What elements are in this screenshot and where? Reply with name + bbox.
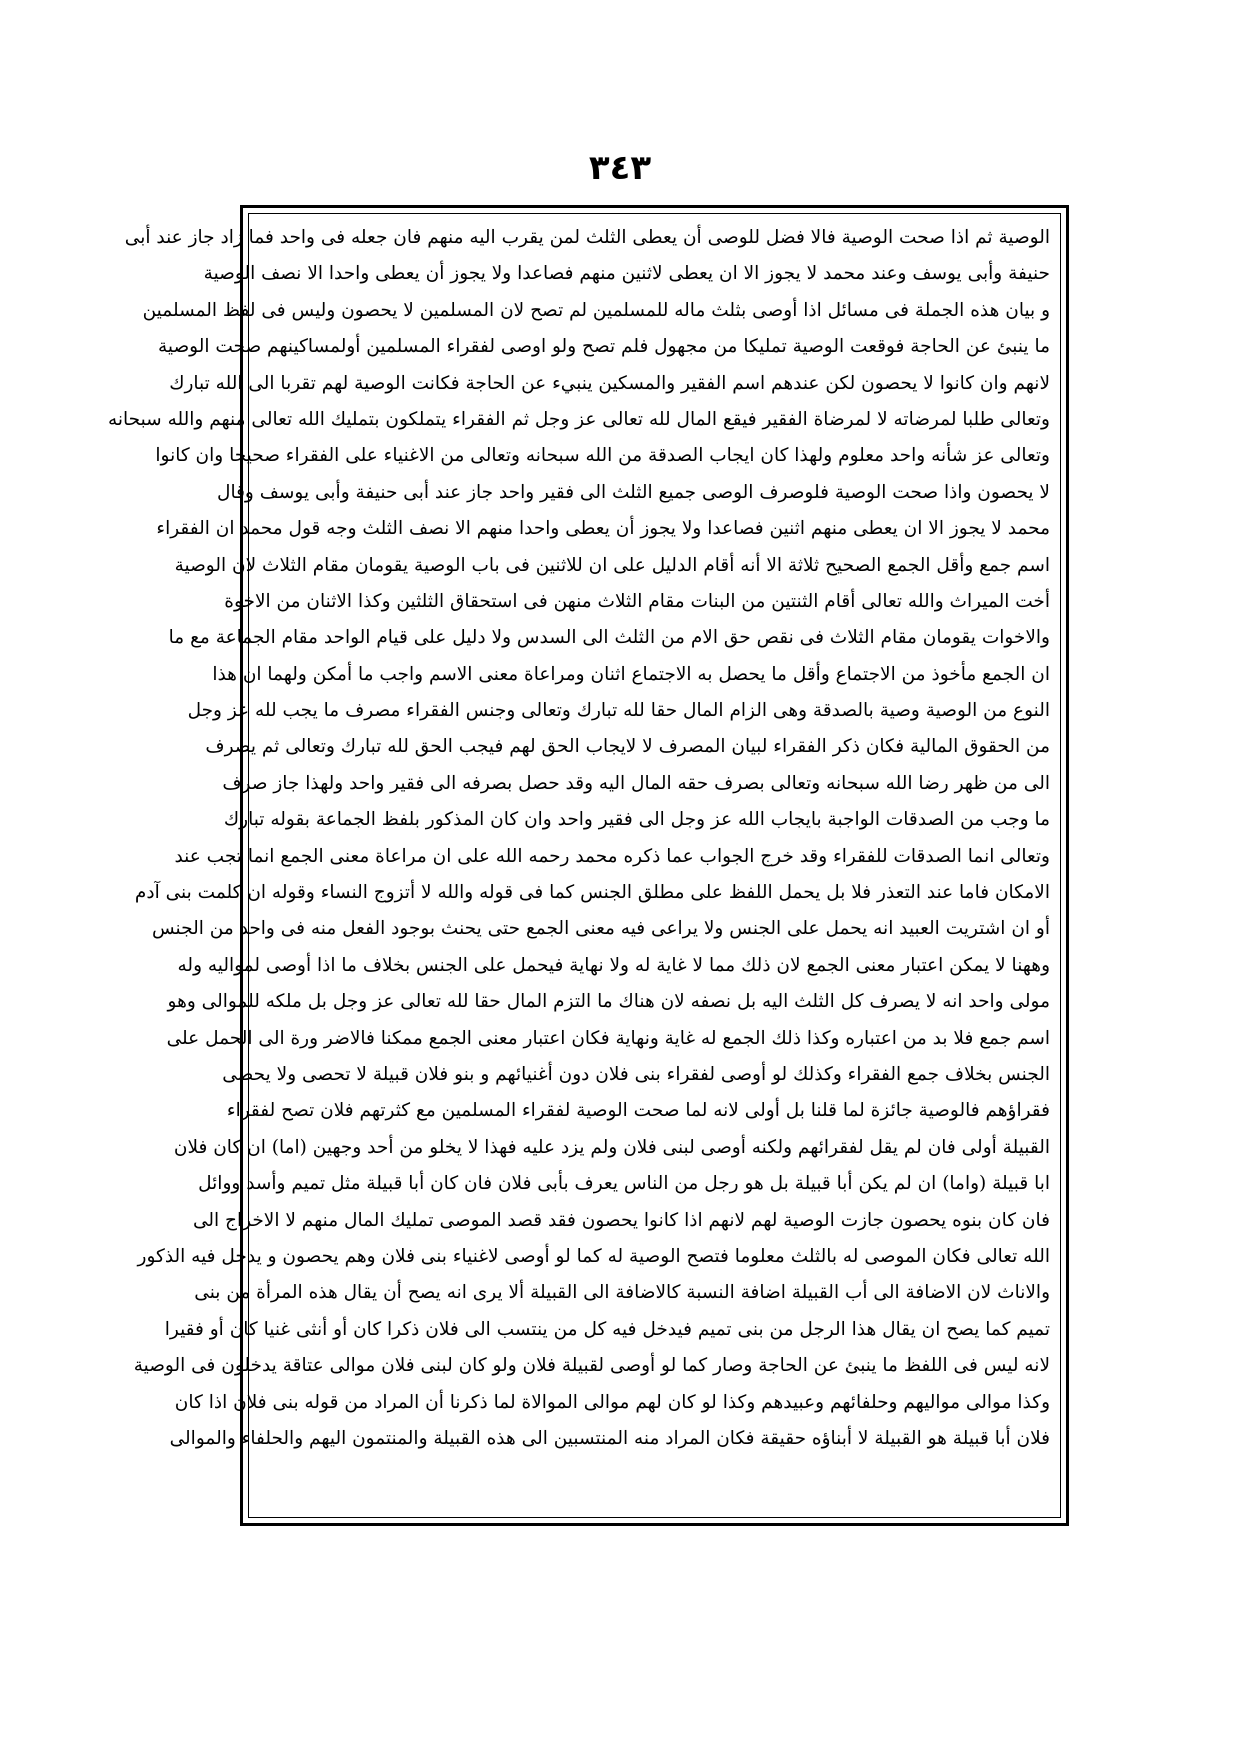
text-line: تميم كما يصح ان يقال هذا الرجل من بنى تميم فيدخل فيه كل من ينتسب الى فلان ذكرا كان أو أنثى غنيا كان أو فقيرا [164,1318,1050,1340]
text-line: و بيان هذه الجملة فى مسائل اذا أوصى بثلث ماله للمسلمين لم تصح لان المسلمين لا يحصون وليس فى لفظ المسلمين [142,299,1050,321]
text-line: والاخوات يقومان مقام الثلاث فى نقص حق الام من الثلث الى السدس ولا دليل على قيام الواحد مقام الجماعة مع ما [168,627,1050,649]
text-line: ما ينبئ عن الحاجة فوقعت الوصية تمليكا من مجهول فلم تصح ولو اوصى لفقراء المسلمين أولمساكينهم صحت الوصية [157,336,1050,358]
text-line: اسم جمع وأقل الجمع الصحيح ثلاثة الا أنه أقام الدليل على ان للاثنين فى باب الوصية يقومان مقام الثلاث لان الوصية [174,554,1050,576]
text-line: محمد لا يجوز الا ان يعطى منهم اثنين فصاعدا ولا يجوز أن يعطى واحدا منهم الا نصف الثلث وجه قول محمد ان الفقراء [156,518,1050,540]
text-line: من الحقوق المالية فكان ذكر الفقراء لبيان المصرف لا لايجاب الحق لهم فيجب الحق لله تبارك وتعالى ثم يصرف [205,736,1050,758]
text-line: الامكان فاما عند التعذر فلا بل يحمل اللفظ على مطلق الجنس كما فى قوله والله لا أتزوج النساء وقوله ان كلمت بنى آدم [134,882,1050,904]
text-line: فان كان بنوه يحصون جازت الوصية لهم لانهم اذا كانوا يحصون فقد قصد الموصى تمليك المال منهم لا الاخراج الى [192,1209,1050,1231]
text-line: حنيفة وأبى يوسف وعند محمد لا يجوز الا ان يعطى لاثنين منهم فصاعدا ولا يجوز أن يعطى واحدا الا نصف الوصية [203,263,1050,285]
text-line: وكذا موالى مواليهم وحلفائهم وعبيدهم وكذا لو كان لهم موالى الموالاة لما ذكرنا أن المراد من قوله بنى فلان اذا كان [174,1391,1050,1413]
text-line: فلان أبا قبيلة هو القبيلة لا أبناؤه حقيقة فكان المراد منه المنتسبين الى هذه القبيلة والمنتمون اليهم والحلفاء والموالى [169,1427,1050,1449]
text-line: وههنا لا يمكن اعتبار معنى الجمع لان ذلك مما لا غاية له ولا نهاية فيحمل على الجنس بخلاف ما اذا أوصى لمواليه وله [177,954,1050,976]
text-line: أخت الميراث والله تعالى أقام الثنتين من البنات مقام الثلاث منهن فى استحقاق الثلثين وكذا الاثنان من الاخوة [224,590,1050,612]
text-line: الوصية ثم اذا صحت الوصية فالا فضل للوصى أن يعطى الثلث لمن يقرب اليه منهم فان جعله فى واحد فما زاد جاز عند أبى [124,227,1050,248]
text-line: ابا قبيلة (واما) ان لم يكن أبا قبيلة بل هو رجل من الناس يعرف بأبى فلان فان كان أبا قبيلة مثل تميم وأسد ووائل [198,1173,1050,1195]
text-line: وتعالى انما الصدقات للفقراء وقد خرج الجواب عما ذكره محمد رحمه الله على ان مراعاة معنى الجمع انما تجب عند [174,845,1050,867]
text-line: القبيلة أولى فان لم يقل لفقرائهم ولكنه أوصى لبنى فلان ولم يزد عليه فهذا لا يخلو من أحد وجهين (اما) ان كان فلان [173,1136,1050,1158]
text-line: فقراؤهم فالوصية جائزة لما قلنا بل أولى لانه لما صحت الوصية لفقراء المسلمين مع كثرتهم فلان تصح لفقراء [226,1100,1050,1122]
page-number: ٣٤٣ [588,148,652,188]
text-line: ان الجمع مأخوذ من الاجتماع وأقل ما يحصل به الاجتماع اثنان ومراعاة معنى الاسم واجب ما أمكن ولهما ان هذا [212,663,1050,685]
text-block [107,213,1061,1518]
text-line: الى من ظهر رضا الله سبحانه وتعالى بصرف حقه المال اليه وقد حصل بصرفه الى فقير واحد ولهذا جاز صرف [222,772,1050,794]
text-line: الله تعالى فكان الموصى له بالثلث معلوما فتصح الوصية له كما لو أوصى لاغنياء بنى فلان وهم يحصون و يدخل فيه الذكور [137,1245,1050,1267]
text-line: لانهم وان كانوا لا يحصون لكن عندهم اسم الفقير والمسكين ينبيء عن الحاجة فكانت الوصية لهم تقربا الى الله تبارك [169,372,1050,394]
text-line: ما وجب من الصدقات الواجبة بايجاب الله عز وجل الى فقير واحد وان كان المذكور بلفظ الجماعة بقوله تبارك [223,809,1050,831]
text-line: لا يحصون واذا صحت الوصية فلوصرف الوصى جميع الثلث الى فقير واحد جاز عند أبى حنيفة وأبى يوسف وقال [217,481,1050,503]
text-line: الجنس بخلاف جمع الفقراء وكذلك لو أوصى لفقراء بنى فلان دون أغنيائهم و بنو فلان قبيلة لا تحصى ولا يحصى [222,1063,1050,1085]
text-line: والاناث لان الاضافة الى أب القبيلة اضافة النسبة كالاضافة الى القبيلة ألا يرى انه يصح أن يقال هذه المرأة من بنى [194,1282,1050,1304]
text-line: أو ان اشتريت العبيد انه يحمل على الجنس ولا يراعى فيه معنى الجمع حتى يحنث بوجود الفعل منه فى واحد من الجنس [151,918,1050,940]
text-line: وتعالى طلبا لمرضاته لا لمرضاة الفقير فيقع المال لله تعالى عز وجل ثم الفقراء يتملكون بتمليك الله تعالى منهم والله سبحانه [107,408,1050,430]
text-line: وتعالى عز شأنه واحد معلوم ولهذا كان ايجاب الصدقة من الله سبحانه وتعالى من الاغنياء على الفقراء صحيحا وان كانوا [155,445,1050,467]
text-line: لانه ليس فى اللفظ ما ينبئ عن الحاجة وصار كما لو أوصى لقبيلة فلان ولو كان لبنى فلان موالى عتاقة يدخلون فى الوصية [133,1355,1050,1377]
text-line: اسم جمع فلا بد من اعتباره وكذا ذلك الجمع له غاية ونهاية فكان اعتبار معنى الجمع ممكنا فالاضر ورة الى الحمل على [166,1027,1050,1049]
text-line: مولى واحد انه لا يصرف كل الثلث اليه بل نصفه لان هناك ما التزم المال حقا لله تعالى عز وجل بل ملكه للموالى وهو [167,991,1050,1013]
text-line: النوع من الوصية وصية بالصدقة وهى الزام المال حقا لله تبارك وتعالى وجنس الفقراء مصرف ما يجب لله عز وجل [187,700,1050,722]
